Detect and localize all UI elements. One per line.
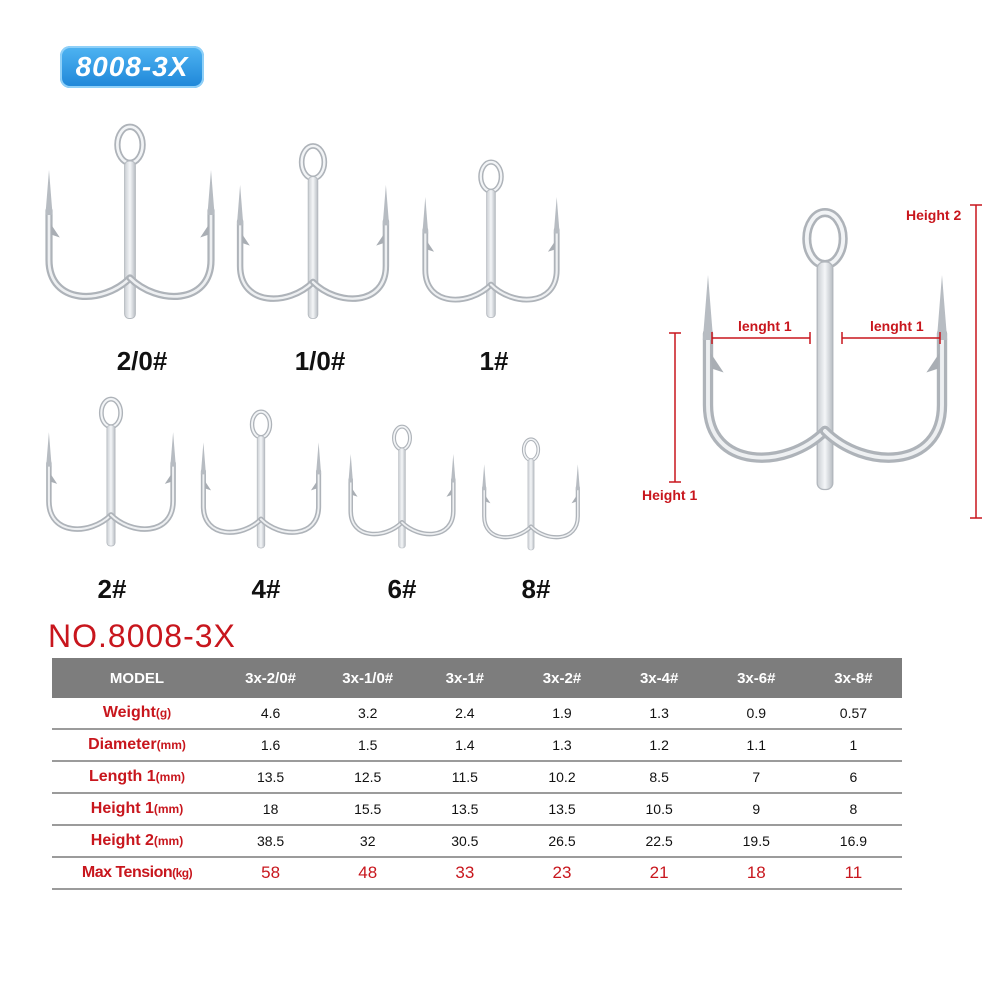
spec-row (52, 825, 902, 857)
spec-cell: 7 (708, 761, 805, 793)
spec-cell: 11 (805, 857, 902, 889)
hook-size-label: 2# (97, 574, 127, 604)
spec-cell: 2.4 (416, 698, 513, 729)
spec-cell: 1.2 (611, 729, 708, 761)
spec-row-label (52, 857, 222, 889)
spec-cell: 13.5 (416, 793, 513, 825)
hook-2-0-image (40, 125, 220, 332)
spec-cell: 8.5 (611, 761, 708, 793)
hook-size-label: 2/0# (116, 346, 168, 376)
model-column-header: 3x-8# (805, 658, 902, 698)
spec-cell: 19.5 (708, 825, 805, 857)
spec-row-label (52, 729, 222, 761)
hook-6-image (345, 424, 459, 558)
spec-cell: 13.5 (222, 761, 319, 793)
spec-cell: 1.3 (611, 698, 708, 729)
spec-cell: 3.2 (319, 698, 416, 729)
length-1-right-label: lenght 1 (870, 318, 924, 334)
spec-cell: 13.5 (513, 793, 610, 825)
model-header: MODEL (52, 658, 222, 698)
spec-row (52, 698, 902, 729)
spec-cell: 1 (805, 729, 902, 761)
spec-cell: 1.4 (416, 729, 513, 761)
spec-row-unit: (mm) (155, 770, 185, 784)
spec-cell: 21 (611, 857, 708, 889)
hook-2-image (42, 396, 180, 558)
model-column-header: 3x-2# (513, 658, 610, 698)
height-2-dimension (970, 205, 982, 518)
hook-size-label: 8# (521, 574, 551, 604)
spec-cell: 26.5 (513, 825, 610, 857)
spec-cell: 6 (805, 761, 902, 793)
spec-table-title: NO.8008-3X (48, 618, 236, 654)
spec-cell: 1.1 (708, 729, 805, 761)
spec-cell: 18 (708, 857, 805, 889)
spec-cell: 0.57 (805, 698, 902, 729)
spec-table (52, 658, 902, 890)
spec-cell: 10.2 (513, 761, 610, 793)
spec-row-name: Height 1 (90, 800, 154, 817)
height-1-dimension (669, 333, 681, 482)
spec-cell: 38.5 (222, 825, 319, 857)
hook-size-label: 1# (479, 346, 509, 376)
spec-cell: 48 (319, 857, 416, 889)
model-column-header: 3x-6# (708, 658, 805, 698)
model-column-header: 3x-4# (611, 658, 708, 698)
spec-row-unit: (mm) (156, 738, 186, 752)
spec-cell: 15.5 (319, 793, 416, 825)
spec-cell: 18 (222, 793, 319, 825)
spec-row-label (52, 825, 222, 857)
model-column-header: 3x-1# (416, 658, 513, 698)
spec-row-name: Length 1 (88, 768, 156, 785)
height-2-label: Height 2 (906, 207, 962, 223)
spec-cell: 16.9 (805, 825, 902, 857)
spec-cell: 22.5 (611, 825, 708, 857)
spec-row-name: Height 2 (90, 832, 154, 849)
dimension-diagram (630, 195, 990, 525)
spec-row-unit: (mm) (153, 802, 184, 816)
diagram-hook-image (703, 213, 947, 490)
spec-cell: 1.3 (513, 729, 610, 761)
spec-cell: 1.5 (319, 729, 416, 761)
spec-cell: 1.9 (513, 698, 610, 729)
spec-row-unit: (mm) (153, 834, 184, 848)
spec-cell: 33 (416, 857, 513, 889)
spec-cell: 11.5 (416, 761, 513, 793)
spec-row (52, 729, 902, 761)
model-column-header: 3x-1/0# (319, 658, 416, 698)
spec-cell: 12.5 (319, 761, 416, 793)
spec-row-unit: (kg) (172, 866, 193, 880)
hook-8-image (479, 438, 583, 558)
height-1-label: Height 1 (642, 487, 698, 503)
spec-row (52, 793, 902, 825)
hook-1-0-image (232, 143, 394, 332)
spec-row-label (52, 761, 222, 793)
spec-cell: 1.6 (222, 729, 319, 761)
spec-cell: 23 (513, 857, 610, 889)
spec-cell: 0.9 (708, 698, 805, 729)
spec-cell: 30.5 (416, 825, 513, 857)
spec-cell: 58 (222, 857, 319, 889)
spec-cell: 4.6 (222, 698, 319, 729)
hook-size-label: 1/0# (294, 346, 346, 376)
spec-header-row (52, 658, 902, 698)
model-badge: 8008-3X (60, 46, 204, 88)
hook-size-label: 4# (251, 574, 281, 604)
spec-row (52, 761, 902, 793)
hook-size-label: 6# (387, 574, 417, 604)
spec-row (52, 857, 902, 889)
hook-1-image (418, 157, 564, 332)
spec-row-name: Weight (102, 704, 156, 721)
spec-row-name: Max Tension (81, 864, 173, 881)
spec-cell: 9 (708, 793, 805, 825)
hook-4-image (197, 410, 325, 558)
spec-cell: 32 (319, 825, 416, 857)
spec-cell: 8 (805, 793, 902, 825)
length-1-left-label: lenght 1 (738, 318, 792, 334)
spec-row-label (52, 793, 222, 825)
spec-row-name: Diameter (88, 736, 157, 753)
model-column-header: 3x-2/0# (222, 658, 319, 698)
spec-row-unit: (g) (155, 706, 172, 720)
spec-row-label (52, 698, 222, 729)
spec-cell: 10.5 (611, 793, 708, 825)
